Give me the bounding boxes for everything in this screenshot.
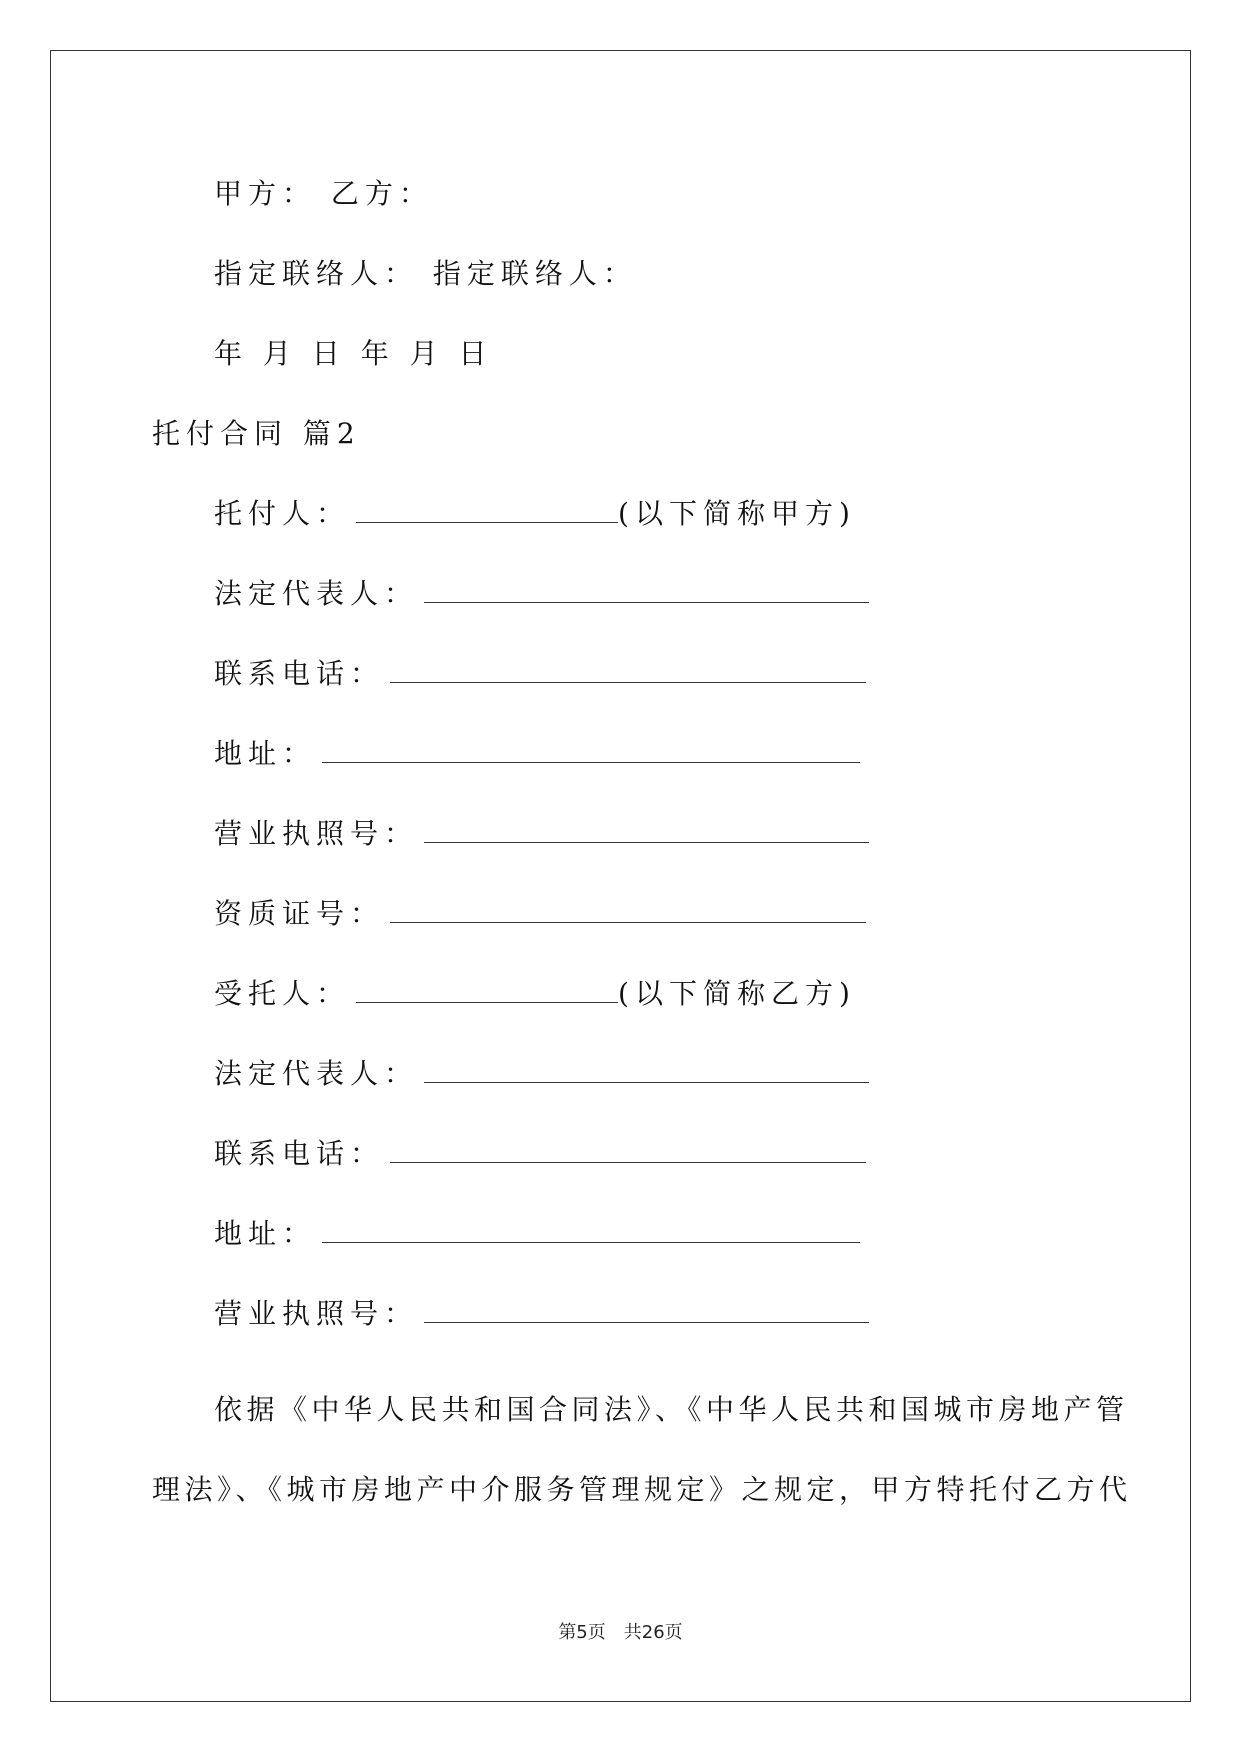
agent-field-row bbox=[214, 1214, 860, 1254]
field-blank bbox=[322, 736, 860, 763]
principal-label: 托付人： bbox=[214, 497, 351, 530]
field-label: 营业执照号： bbox=[214, 817, 419, 850]
agent-label: 受托人： bbox=[214, 977, 351, 1010]
section-heading: 托付合同 篇2 bbox=[152, 417, 361, 450]
principal-field-row bbox=[214, 734, 860, 774]
agent-line bbox=[214, 974, 856, 1014]
field-label: 联系电话： bbox=[214, 1137, 385, 1170]
agent-field-row bbox=[214, 1054, 869, 1094]
principal-blank bbox=[356, 496, 618, 523]
principal-field-row bbox=[214, 574, 869, 614]
page-number: 第5页 bbox=[558, 1622, 606, 1643]
principal-suffix: (以下简称甲方) bbox=[618, 497, 856, 530]
agent-suffix: (以下简称乙方) bbox=[618, 977, 856, 1010]
field-label: 地址： bbox=[214, 737, 317, 770]
principal-field-row bbox=[214, 894, 866, 934]
party-signature-line: 甲方： 乙方： bbox=[214, 177, 433, 210]
field-blank bbox=[390, 1136, 866, 1163]
body-paragraph-line: 依据《中华人民共和国合同法》、《中华人民共和国城市房地产管 bbox=[214, 1393, 1129, 1426]
field-label: 资质证号： bbox=[214, 897, 385, 930]
field-label: 联系电话： bbox=[214, 657, 385, 690]
agent-field-row bbox=[214, 1134, 866, 1174]
field-blank bbox=[322, 1216, 860, 1243]
field-blank bbox=[390, 896, 866, 923]
field-label: 地址： bbox=[214, 1217, 317, 1250]
page-border bbox=[50, 50, 1191, 1702]
field-blank bbox=[424, 1296, 869, 1323]
field-blank bbox=[424, 816, 869, 843]
field-blank bbox=[424, 1056, 869, 1083]
agent-blank bbox=[356, 976, 618, 1003]
page-footer bbox=[0, 1618, 1241, 1644]
principal-field-row bbox=[214, 814, 869, 854]
field-blank bbox=[390, 656, 866, 683]
field-label: 营业执照号： bbox=[214, 1297, 419, 1330]
contact-person-line: 指定联络人： 指定联络人： bbox=[214, 257, 637, 290]
principal-field-row bbox=[214, 654, 866, 694]
principal-line bbox=[214, 494, 856, 534]
field-label: 法定代表人： bbox=[214, 577, 419, 610]
field-label: 法定代表人： bbox=[214, 1057, 419, 1090]
field-blank bbox=[424, 576, 869, 603]
agent-field-row bbox=[214, 1294, 869, 1334]
page-total: 共26页 bbox=[623, 1622, 683, 1643]
body-paragraph-line: 理法》、《城市房地产中介服务管理规定》之规定，甲方特托付乙方代 bbox=[152, 1473, 1132, 1506]
date-line: 年 月 日 年 月 日 bbox=[214, 337, 493, 370]
